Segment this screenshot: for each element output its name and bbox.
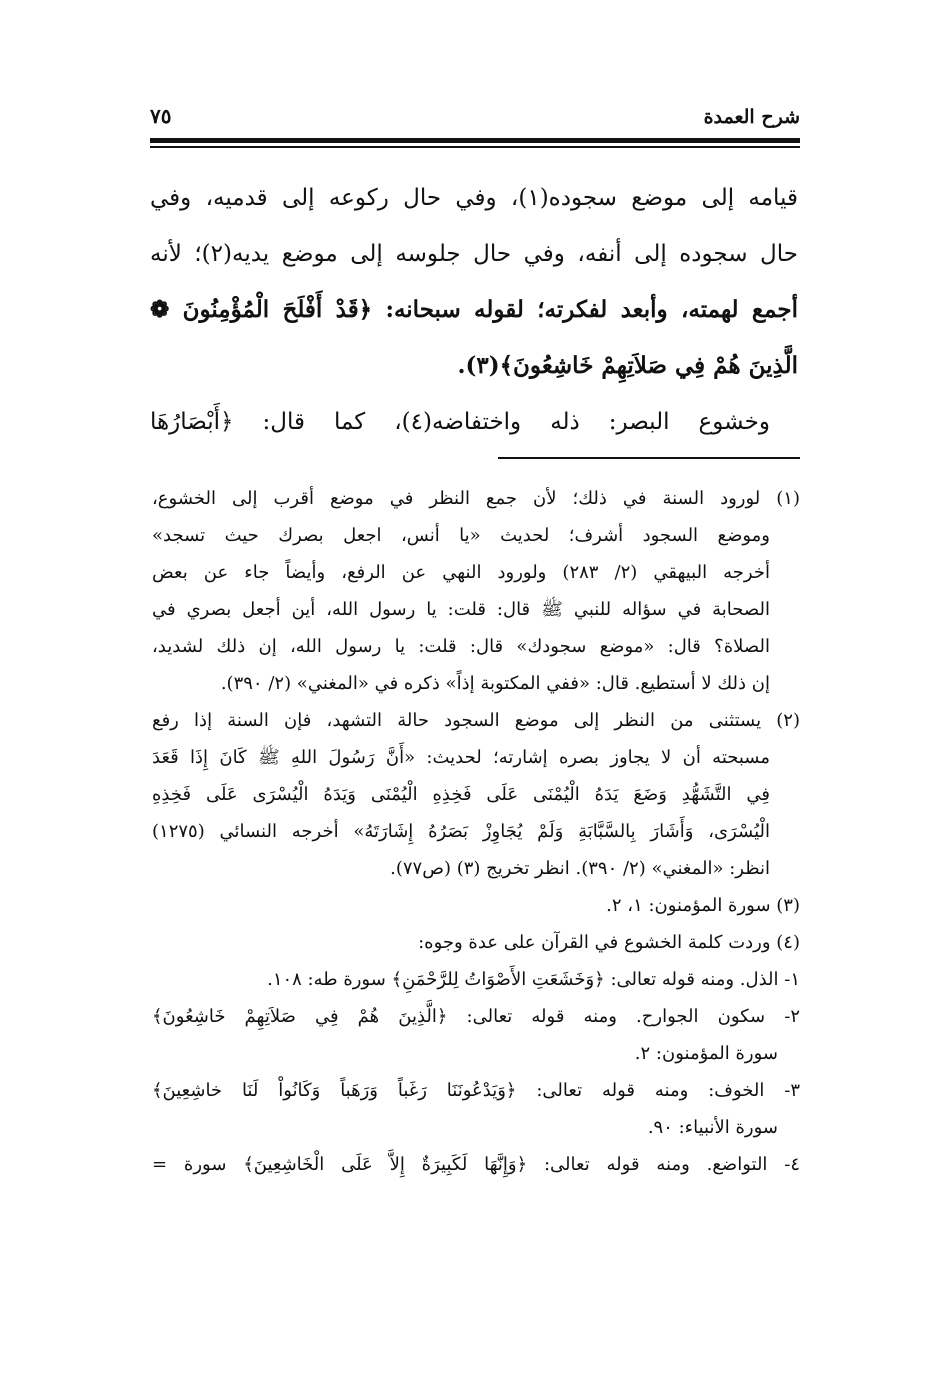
page-number: ٧٥ — [150, 104, 172, 128]
footnote-line: أخرجه البيهقي (٢/ ٢٨٣) ولورود النهي عن الرفع، وأيضاً جاء عن بعض — [152, 562, 770, 583]
book-title: شرح العمدة — [703, 106, 800, 128]
header-rule-thick — [150, 138, 800, 143]
footnote-line: ٢- سكون الجوارح. ومنه قوله تعالى: ﴿الَّذِينَ هُمْ فِي صَلاَتِهِمْ خَاشِعُونَ﴾ — [152, 1006, 800, 1027]
body-line: حال سجوده إلى أنفه، وفي حال جلوسه إلى موضع يديه(٢)؛ لأنه — [150, 241, 798, 267]
footnote-line: سورة المؤمنون: ٢. — [634, 1043, 778, 1064]
running-header — [150, 98, 800, 138]
header-rule-thin — [150, 146, 800, 148]
footnote-line: الصحابة في سؤاله للنبي ﷺ قال: قلت: يا رسول الله، أين أجعل بصري في — [152, 599, 770, 620]
footnote-line: ١- الذل. ومنه قوله تعالى: ﴿وَخَشَعَتِ الأَصْوَاتُ لِلرَّحْمَنِ﴾ سورة طه: ١٠٨. — [267, 969, 800, 990]
footnote-line: ٣- الخوف: ومنه قوله تعالى: ﴿وَيَدْعُونَنَا رَغَباً وَرَهَباً وَكَانُواْ لَنَا خاشِعِينَ﴾ — [152, 1080, 800, 1101]
body-line: قيامه إلى موضع سجوده(١)، وفي حال ركوعه إلى قدميه، وفي — [150, 185, 798, 211]
footnote-line: مسبحته أن لا يجاوز بصره إشارته؛ لحديث: «أَنَّ رَسُولَ اللهِ ﷺ كَانَ إِذَا قَعَدَ — [152, 747, 770, 768]
footnote-line: إن ذلك لا أستطيع. قال: «ففي المكتوبة إذاً» ذكره في «المغني» (٢/ ٣٩٠). — [220, 673, 770, 694]
footnote-line: الْيُسْرَى، وَأَشَارَ بِالسَّبَّابَةِ وَلَمْ يُجَاوِزْ بَصَرُهُ إِشَارَتَهُ» أخرجه النسائي (١٢٧٥) — [152, 821, 770, 842]
footnote-line: ٤- التواضع. ومنه قوله تعالى: ﴿وَإِنَّهَا لَكَبِيرَةٌ إِلاَّ عَلَى الْخَاشِعِينَ﴾ سورة = — [152, 1154, 800, 1175]
footnotes — [152, 480, 800, 1183]
body-line: أجمع لهمته، وأبعد لفكرته؛ لقوله سبحانه: ﴿قَدْ أَفْلَحَ الْمُؤْمِنُونَ ❁ — [150, 296, 798, 323]
footnote-line: الصلاة؟ قال: «موضع سجودك» قال: قلت: يا رسول الله، إن ذلك لشديد، — [152, 636, 770, 657]
footnote-line: (٤) وردت كلمة الخشوع في القرآن على عدة وجوه: — [418, 932, 800, 953]
footnote-line: سورة الأنبياء: ٩٠. — [647, 1117, 778, 1138]
footnote-separator — [498, 457, 800, 459]
footnote-line: (١) لورود السنة في ذلك؛ لأن جمع النظر في موضع أقرب إلى الخشوع، — [152, 488, 800, 509]
footnote-line: (٢) يستثنى من النظر إلى موضع السجود حالة التشهد، فإن السنة إذا رفع — [152, 710, 800, 731]
main-text — [150, 170, 798, 450]
body-line: الَّذِينَ هُمْ فِي صَلاَتِهِمْ خَاشِعُونَ﴾(٣). — [457, 352, 798, 379]
footnote-line: وموضع السجود أشرف؛ لحديث «يا أنس، اجعل بصرك حيث تسجد» — [152, 525, 770, 546]
footnote-line: انظر: «المغني» (٢/ ٣٩٠). انظر تخريج (٣) (ص٧٧). — [390, 858, 770, 879]
footnote-line: (٣) سورة المؤمنون: ١، ٢. — [606, 895, 800, 916]
body-line: وخشوع البصر: ذله واختفاضه(٤)، كما قال: ﴿أَبْصَارُهَا — [150, 409, 770, 435]
footnote-line: فِي التَّشَهُّدِ وَضَعَ يَدَهُ الْيُمْنَى عَلَى فَخِذِهِ الْيُمْنَى وَيَدَهُ الْيُسْرَى عَلَى فَخِذِهِ — [152, 784, 770, 805]
